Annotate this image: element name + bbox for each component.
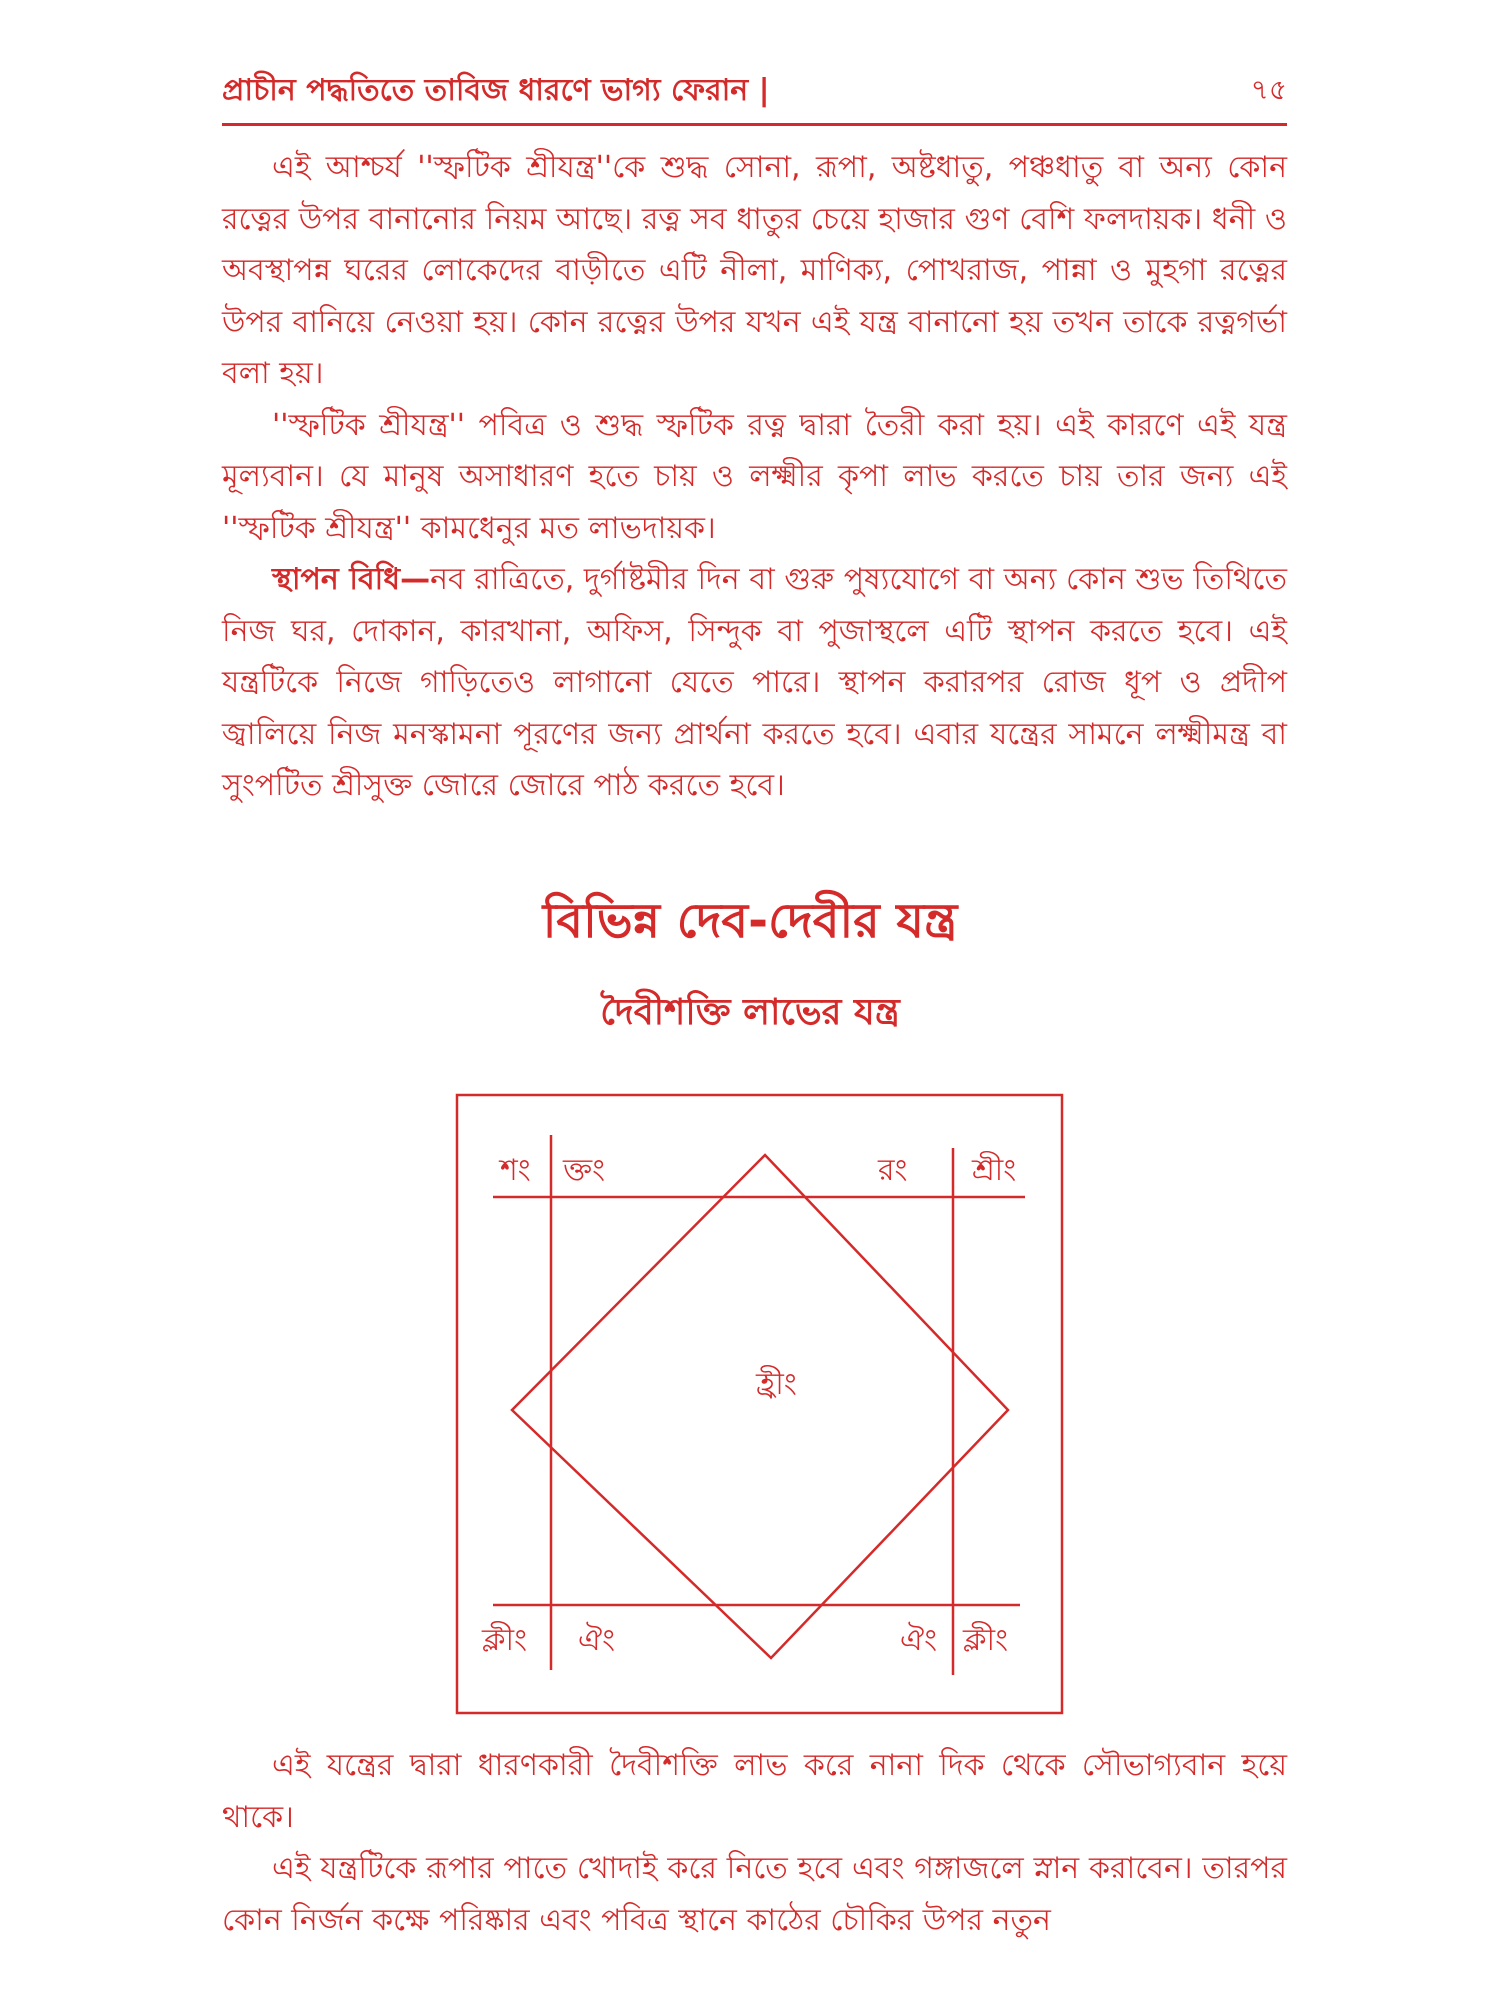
yantra-diagram [445,1080,1065,1720]
header-divider [222,123,1287,126]
yantra-bottom-right-outer: ক্লীং [963,1623,1008,1658]
yantra-bottom-left-inner: ঐং [578,1623,616,1658]
installation-label: স্থাপন বিধি— [272,562,431,597]
yantra-diamond [512,1155,1008,1658]
page-number: ৭৫ [1250,73,1287,106]
section-title: বিভিন্ন দেব-দেবীর যন্ত্র [542,893,958,949]
yantra-top-left-outer: শং [500,1153,531,1188]
page-header [222,62,1287,114]
top-text-block [222,142,1287,812]
yantra-bottom-left-outer: ক্লীং [482,1623,527,1658]
yantra-center-mantra: হ্রীং [756,1367,797,1402]
yantra-top-right-inner: রং [878,1153,908,1188]
paragraph-yantra-preparation: এই যন্ত্রটিকে রূপার পাতে খোদাই করে নিতে হবে এবং গঙ্গাজলে স্নান করাবেন। তারপর কোন নির্জন কক্ষে পরিষ্কার এবং পবিত্র স্থানে কাঠের চৌকির উপর নতুন [222,1851,1287,1938]
yantra-top-left-inner: ক্তং [563,1153,606,1188]
paragraph-installation [222,554,1287,812]
paragraph-yantra-benefit: এই যন্ত্রের দ্বারা ধারণকারী দৈবীশক্তি লাভ করে নানা দিক থেকে সৌভাগ্যবান হয়ে থাকে। [222,1748,1287,1835]
installation-text: নব রাত্রিতে, দুর্গাষ্টমীর দিন বা গুরু পুষ্যযোগে বা অন্য কোন শুভ তিথিতে নিজ ঘর, দোকান, কারখানা, অফিস, সিন্দুক বা পুজাস্থলে এটি স্থাপন করতে হবে। এই যন্ত্রটিকে নিজে গাড়িতেও লাগানো যেতে পারে। স্থাপন করারপর রোজ ধূপ ও প্রদীপ জ্বালিয়ে নিজ মনস্কামনা পূরণের জন্য প্রার্থনা করতে হবে। এবার যন্ত্রের সামনে লক্ষ্মীমন্ত্র বা সুংপটিত শ্রীসুক্ত জোরে জোরে পাঠ করতে হবে। [222,562,1287,803]
paragraph-crystal-sriyantra-materials: এই আশ্চর্য ''স্ফটিক শ্রীযন্ত্র''কে শুদ্ধ সোনা, রূপা, অষ্টধাতু, পঞ্চধাতু বা অন্য কোন রত্নের উপর বানানোর নিয়ম আছে। রত্ন সব ধাতুর চেয়ে হাজার গুণ বেশি ফলদায়ক। ধনী ও অবস্থাপন্ন ঘরের লোকেদের বাড়ীতে এটি নীলা, মাণিক্য, পোখরাজ, পান্না ও মুহগা রত্নের উপর বানিয়ে নেওয়া হয়। কোন রত্নের উপর যখন এই যন্ত্র বানানো হয় তখন তাকে রত্নগর্ভা বলা হয়। [222,150,1287,391]
paragraph-crystal-sriyantra-value: ''স্ফটিক শ্রীযন্ত্র'' পবিত্র ও শুদ্ধ স্ফটিক রত্ন দ্বারা তৈরী করা হয়। এই কারণে এই যন্ত্র মূল্যবান। যে মানুষ অসাধারণ হতে চায় ও লক্ষ্মীর কৃপা লাভ করতে চায় তার জন্য এই ''স্ফটিক শ্রীযন্ত্র'' কামধেনুর মত লাভদায়ক। [222,407,1287,546]
running-title: প্রাচীন পদ্ধতিতে তাবিজ ধারণে ভাগ্য ফেরান | [222,73,770,108]
bottom-text-block [222,1740,1287,1946]
section-subtitle: দৈবীশক্তি লাভের যন্ত্র [600,992,900,1033]
yantra-bottom-right-inner: ঐং [900,1623,938,1658]
yantra-top-right-outer: শ্রীং [972,1153,1017,1188]
